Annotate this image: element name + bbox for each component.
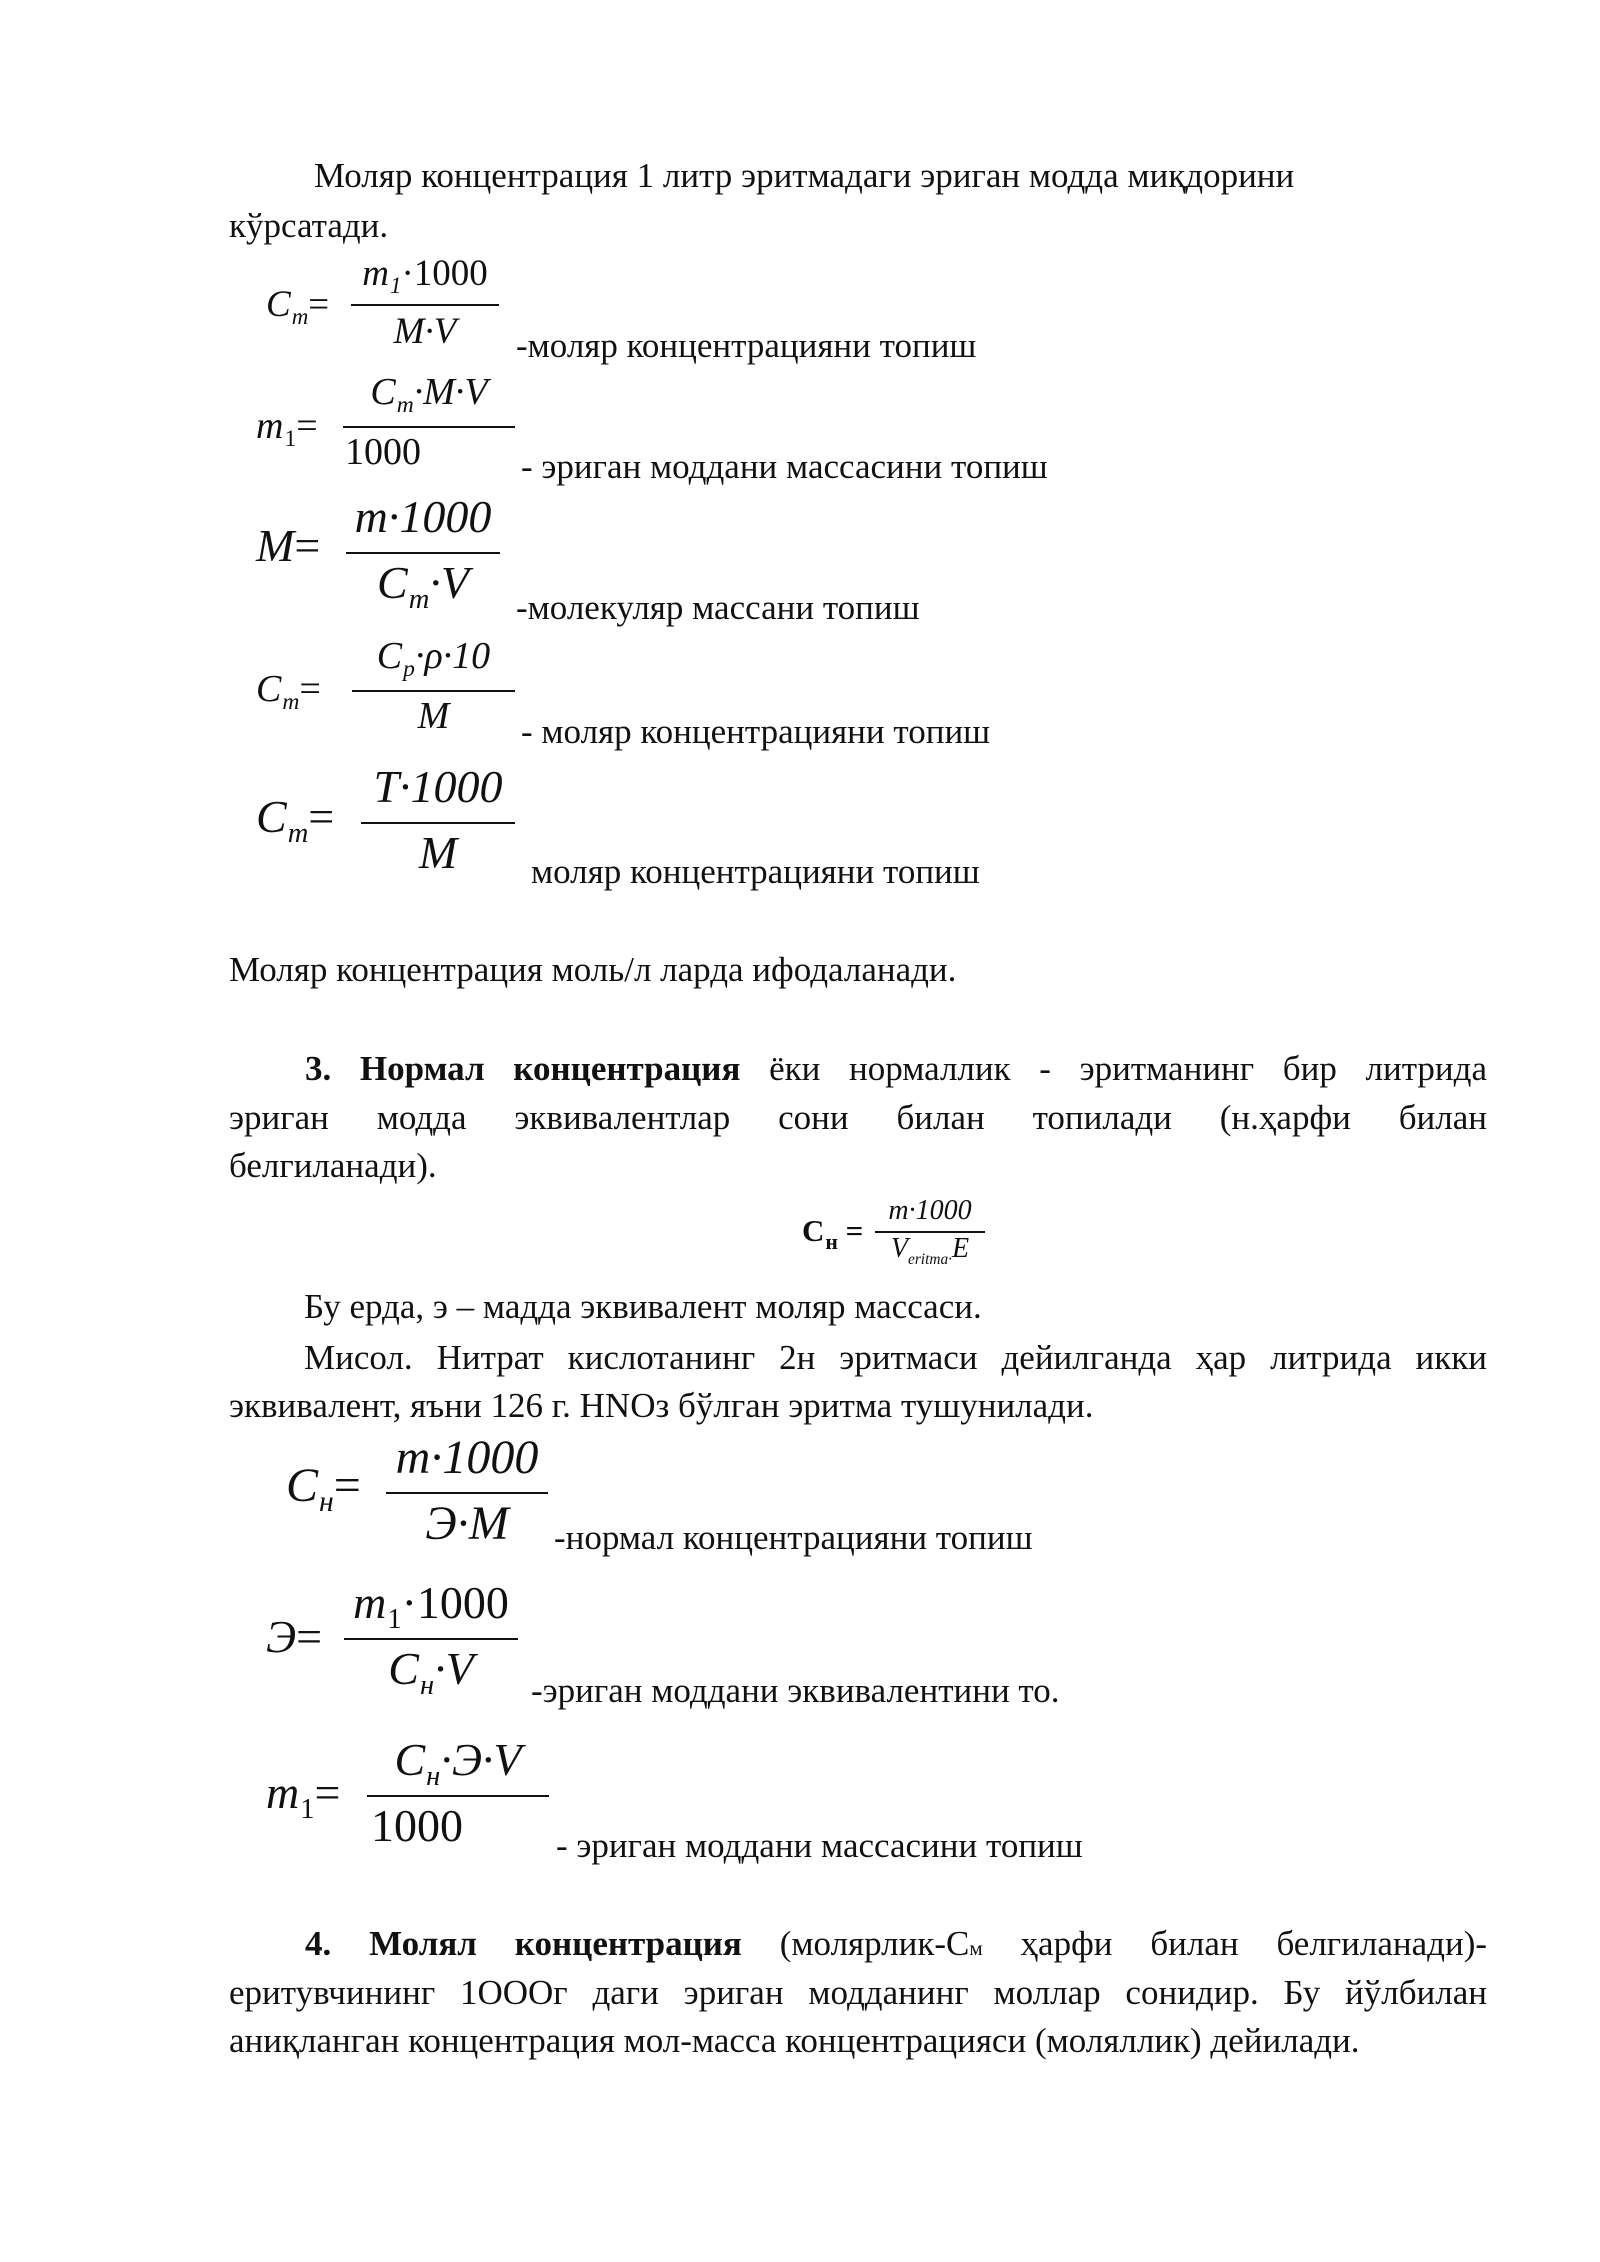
fraction-bar (343, 426, 515, 428)
fraction (367, 1733, 549, 1863)
formula-lhs: $С_н$ = (802, 1213, 864, 1254)
numerator: $m_1\cdot 1000$ (353, 1577, 509, 1635)
numerator: $m_1\cdot 1000$ (362, 253, 488, 299)
formula-lhs: $m_1=$ (256, 405, 318, 453)
formula-lhs: Э= (266, 1611, 323, 1662)
formula-lhs: $C_m=$ (266, 284, 330, 330)
denominator: $C_m\cdot V$ (377, 557, 469, 615)
fraction-bar (367, 1795, 549, 1797)
caption-equivalent: -эриган моддани эквивалентини то. (531, 1671, 1060, 1710)
section3-example-line-2: эквивалент, яъни 126 г. HNOз бўлган эритма тушунилади. (229, 1386, 1094, 1425)
fraction (352, 634, 515, 746)
fraction (346, 490, 500, 620)
section3-line-1: 3. Нормал концентрация ёки нормаллик - эритманинг бир литрида (305, 1049, 1488, 1088)
fraction (361, 760, 515, 890)
caption-molar-from-titer: моляр концентрацияни топиш (531, 852, 980, 891)
fraction (343, 370, 515, 480)
caption-molecular-mass: -молекуляр массани топиш (516, 588, 920, 627)
section3-line-2: эриган модда эквивалентлар сони билан топилади (н.ҳарфи билан (229, 1098, 1487, 1137)
fraction-bar (346, 552, 500, 554)
denominator: $V_{eritma\cdot}E$ (890, 1233, 970, 1268)
denominator: $C_н\cdot V$ (388, 1643, 474, 1701)
numerator: $C_m\cdot M\cdot V$ (370, 371, 488, 419)
fraction-bar (361, 822, 515, 824)
section4-title: Молял концентрация (369, 1924, 742, 1963)
numerator: m·1000 (395, 1431, 539, 1484)
denominator: M·V (393, 311, 457, 352)
fraction (875, 1195, 985, 1271)
molar-units-text: Моляр концентрация моль/л ларда ифодаланади. (229, 950, 957, 989)
section4-number: 4. (305, 1924, 332, 1963)
fraction-bar (351, 304, 499, 306)
intro-line-1: Моляр концентрация 1 литр эритмадаги эриган модда миқдорини (314, 156, 1295, 195)
denominator: M (418, 827, 458, 878)
caption-molar-concentration: -моляр концентрацияни топиш (516, 326, 977, 365)
denominator: 1000 (371, 1800, 463, 1851)
intro-line-2: кўрсатади. (229, 206, 389, 245)
section3-number: 3. (305, 1049, 332, 1088)
fraction (351, 252, 499, 362)
formula-lhs: M= (256, 520, 321, 571)
section4-line-1: 4. Молял концентрация (молярлик-См ҳарфи билан белгиланади)- (305, 1924, 1488, 1963)
section4-line-3: аниқланган концентрация мол-масса концентрацияси (моляллик) дейилади. (229, 2021, 1360, 2060)
formula-lhs: $m_1=$ (266, 1767, 341, 1825)
formula-lhs: $C_m=$ (256, 791, 335, 849)
numerator: m·1000 (354, 491, 492, 542)
formula-lhs: $C_m=$ (256, 668, 321, 716)
denominator: Э·M (425, 1497, 509, 1550)
numerator: $C_н\cdot Э\cdot V$ (394, 1734, 522, 1792)
fraction-bar (352, 690, 515, 692)
section3-line-3: белгиланади). (229, 1146, 437, 1185)
fraction-bar (344, 1638, 518, 1640)
caption-molar-from-percent: - моляр концентрацияни топиш (521, 712, 991, 751)
numerator: T·1000 (373, 761, 503, 812)
formula-lhs: $C_н=$ (286, 1459, 361, 1519)
caption-normal-concentration: -нормал концентрацияни топиш (554, 1518, 1033, 1557)
denominator: M (417, 695, 450, 737)
section4-line-2: еритувчининг 1ОООг даги эриган модданинг моллар сонидир. Бу йўлбилан (229, 1973, 1487, 2012)
caption-dissolved-mass: - эриган моддани массасини топиш (521, 447, 1048, 486)
section3-note: Бу ерда, э – мадда эквивалент моляр массаси. (304, 1287, 982, 1326)
denominator: 1000 (345, 431, 421, 473)
fraction (386, 1430, 548, 1560)
section3-example-line-1: Мисол. Нитрат кислотанинг 2н эритмаси дейилганда ҳар литрида икки (304, 1338, 1487, 1377)
numerator: m·1000 (888, 1195, 972, 1226)
caption-dissolved-mass-normal: - эриган моддани массасини топиш (556, 1826, 1083, 1865)
numerator: $C_p\cdot\rho\cdot 10$ (376, 635, 491, 683)
section3-title: Нормал концентрация (359, 1049, 741, 1088)
fraction-bar (386, 1492, 548, 1494)
fraction (344, 1576, 518, 1706)
